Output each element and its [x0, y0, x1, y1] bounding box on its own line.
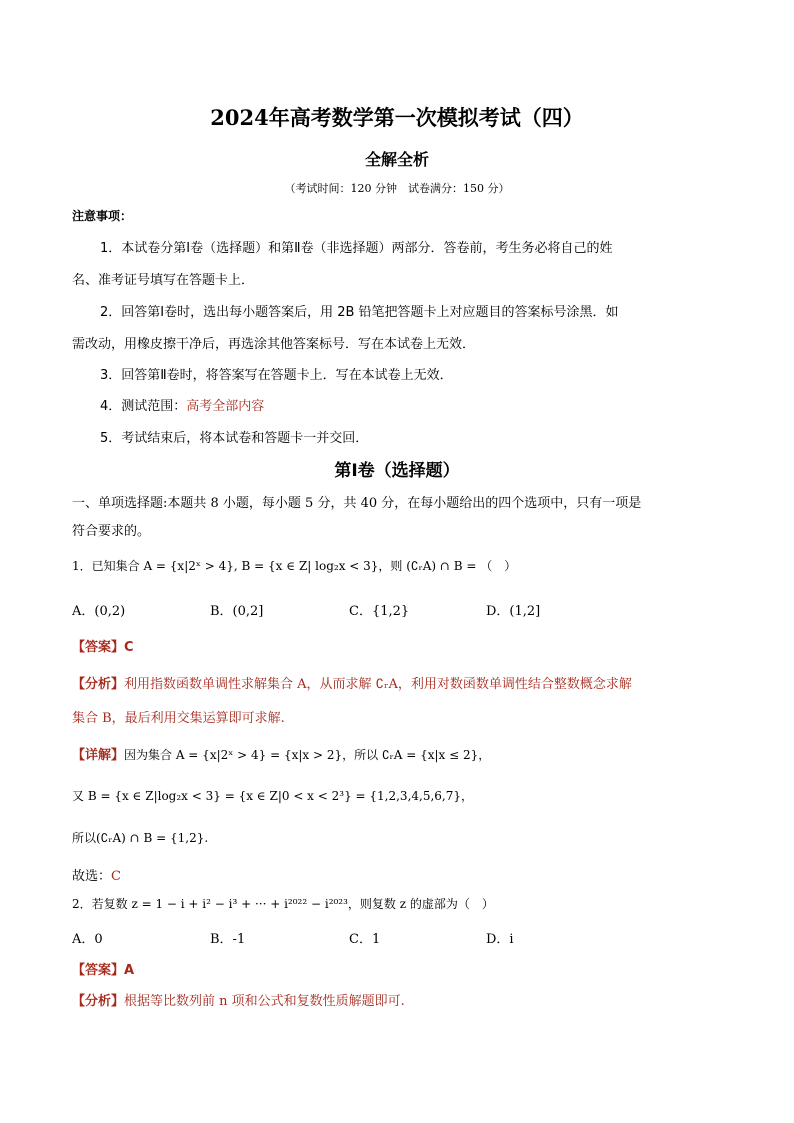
detail-line-1: 因为集合 A = {x|2ˣ > 4} = {x|x > 2}，所以 ∁ᵣA = {x|x ≤ 2}， [124, 748, 491, 762]
analysis-text: 根据等比数列前 n 项和公式和复数性质解题即可. [124, 994, 405, 1009]
question-1-option-c: C．{1,2} [349, 604, 410, 619]
question-1-option-b: B．(0,2] [210, 604, 264, 619]
analysis-text-line-1: 利用指数函数单调性求解集合 A，从而求解 ∁ᵣA，利用对数函数单调性结合整数概念求解 [124, 677, 632, 692]
question-1-option-a: A．(0,2) [72, 604, 126, 619]
choice-label: 故选： [72, 869, 112, 884]
note-item-4-prefix: 4．测试范围： [100, 399, 187, 414]
answer-value: C [124, 640, 134, 655]
detail-line-3: 所以(∁ᵣA) ∩ B = {1,2}. [72, 831, 209, 845]
analysis-tag: 【分析】 [72, 994, 125, 1009]
section-intro-line-2: 符合要求的。 [72, 524, 151, 539]
question-1-choice [72, 865, 121, 884]
section-intro-line-1: 一、单项选择题:本题共 8 小题，每小题 5 分，共 40 分，在每小题给出的四个选项中，只有一项是 [72, 496, 642, 511]
choice-value: C [111, 869, 121, 884]
question-2-option-a: A．0 [72, 932, 103, 947]
analysis-text-line-2: 集合 B，最后利用交集运算即可求解. [72, 711, 285, 726]
page-subtitle: 全解全析 [364, 150, 429, 169]
section-title: 第Ⅰ卷（选择题） [334, 461, 460, 481]
question-1-answer [72, 636, 134, 655]
notes-heading: 注意事项： [72, 209, 133, 223]
question-1-stem: 1．已知集合 A = {x|2ˣ > 4}, B = {x ∈ Z| log₂x < 3}，则 (∁ᵣA) ∩ B = （ ） [72, 559, 517, 573]
question-2-option-c: C．1 [349, 932, 381, 947]
detail-line-2: 又 B = {x ∈ Z|log₂x < 3} = {x ∈ Z|0 < x < 2³} = {1,2,3,4,5,6,7}， [72, 789, 473, 803]
question-2-stem: 2．若复数 z = 1 − i + i² − i³ + ··· + i²⁰²² − i²⁰²³，则复数 z 的虚部为（ ） [72, 897, 494, 911]
test-scope: 高考全部内容 [186, 399, 265, 414]
question-2-answer [72, 959, 134, 978]
note-item-1-line-2: 名、准考证号填写在答题卡上． [72, 273, 255, 288]
answer-value: A [124, 963, 135, 978]
answer-tag: 【答案】 [72, 963, 125, 978]
page-title: 2024年高考数学第一次模拟考试（四） [210, 105, 584, 130]
note-item-4 [100, 395, 264, 414]
question-2-analysis [72, 990, 405, 1009]
note-item-3: 3．回答第Ⅱ卷时，将答案写在答题卡上．写在本试卷上无效． [100, 368, 453, 383]
exam-info: （考试时间：120 分钟 试卷满分：150 分） [284, 182, 510, 195]
analysis-tag: 【分析】 [72, 677, 125, 692]
question-1-detail [72, 744, 490, 763]
question-1-analysis [72, 673, 632, 692]
question-2-option-d: D．i [486, 932, 514, 947]
note-item-5: 5．考试结束后，将本试卷和答题卡一并交回． [100, 431, 369, 446]
question-1-option-d: D．(1,2] [486, 604, 541, 619]
note-item-2-line-1: 2．回答第Ⅰ卷时，选出每小题答案后，用 2B 铅笔把答题卡上对应题目的答案标号涂黑．如 [100, 305, 619, 320]
note-item-2-line-2: 需改动，用橡皮擦干净后，再选涂其他答案标号．写在本试卷上无效． [72, 337, 476, 352]
note-item-1-line-1: 1．本试卷分第Ⅰ卷（选择题）和第Ⅱ卷（非选择题）两部分．答卷前，考生务必将自己的姓 [100, 241, 613, 256]
answer-tag: 【答案】 [72, 640, 125, 655]
detail-tag: 【详解】 [72, 748, 125, 763]
question-2-option-b: B．-1 [210, 932, 246, 947]
